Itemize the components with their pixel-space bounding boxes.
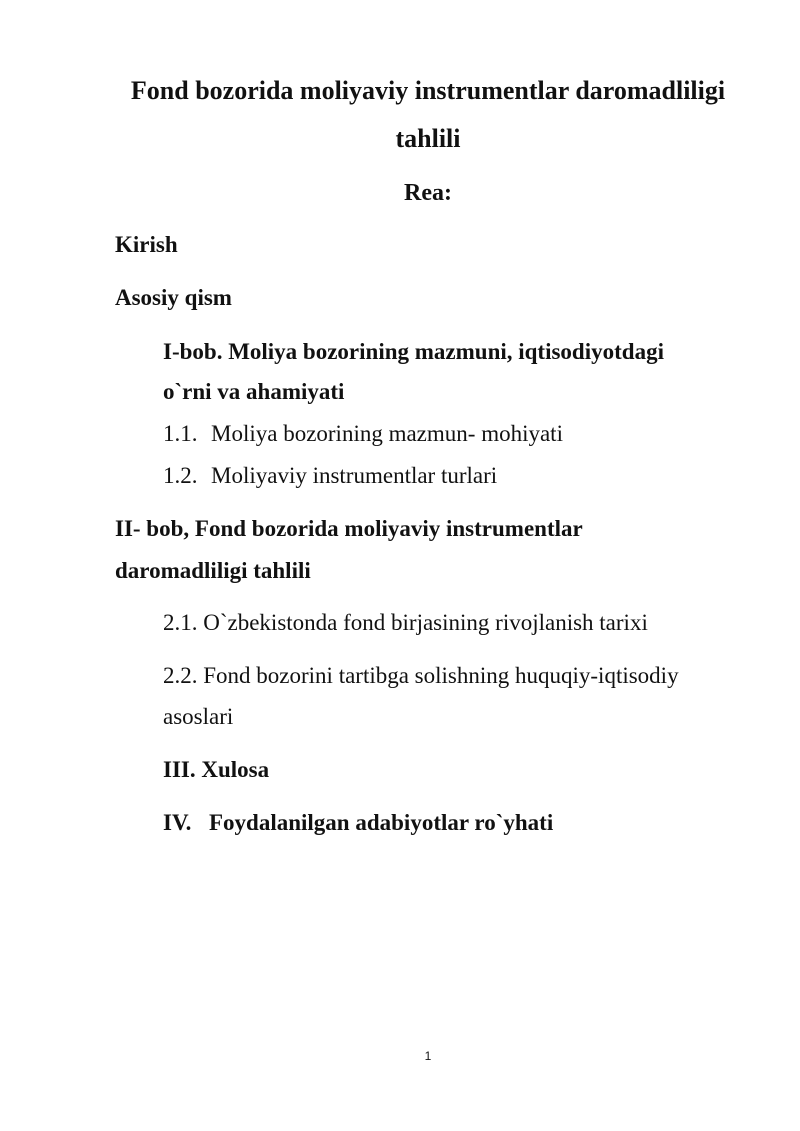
toc-references-number: IV.: [163, 810, 192, 835]
toc-intro: Kirish: [115, 232, 178, 257]
page-number: 1: [424, 1049, 432, 1063]
toc-section-1-1-text: Moliya bozorining mazmun- mohiyati: [211, 421, 563, 446]
toc-chapter2-title-line-1: II- bob, Fond bozorida moliyaviy instrumentlar: [115, 516, 583, 541]
toc-section-1-1: [163, 421, 563, 447]
toc-main-part: Asosiy qism: [115, 285, 232, 310]
document-title-line-1: Fond bozorida moliyaviy instrumentlar daromadliligi: [130, 76, 726, 105]
toc-chapter1-title-line-2: o`rni va ahamiyati: [163, 379, 345, 404]
toc-section-2-2-line-1: 2.2. Fond bozorini tartibga solishning huquqiy-iqtisodiy: [163, 663, 679, 688]
toc-chapter1-title-line-1: I-bob. Moliya bozorining mazmuni, iqtisodiyotdagi: [163, 339, 664, 364]
toc-references: [163, 810, 553, 836]
document-title-line-2: tahlili: [395, 124, 461, 153]
toc-section-1-2-text: Moliyaviy instrumentlar turlari: [211, 463, 498, 488]
toc-section-2-2-line-2: asoslari: [163, 704, 234, 729]
plan-heading: Rea:: [404, 180, 452, 206]
toc-section-1-2: [163, 463, 497, 489]
toc-section-1-1-number: 1.1.: [163, 421, 198, 446]
toc-conclusion: III. Xulosa: [163, 757, 270, 782]
toc-section-2-1: 2.1. O`zbekistonda fond birjasining rivojlanish tarixi: [163, 610, 648, 635]
toc-chapter2-title-line-2: daromadliligi tahlili: [115, 558, 311, 583]
toc-references-text: Foydalanilgan adabiyotlar ro`yhati: [209, 810, 554, 835]
toc-section-1-2-number: 1.2.: [163, 463, 198, 488]
